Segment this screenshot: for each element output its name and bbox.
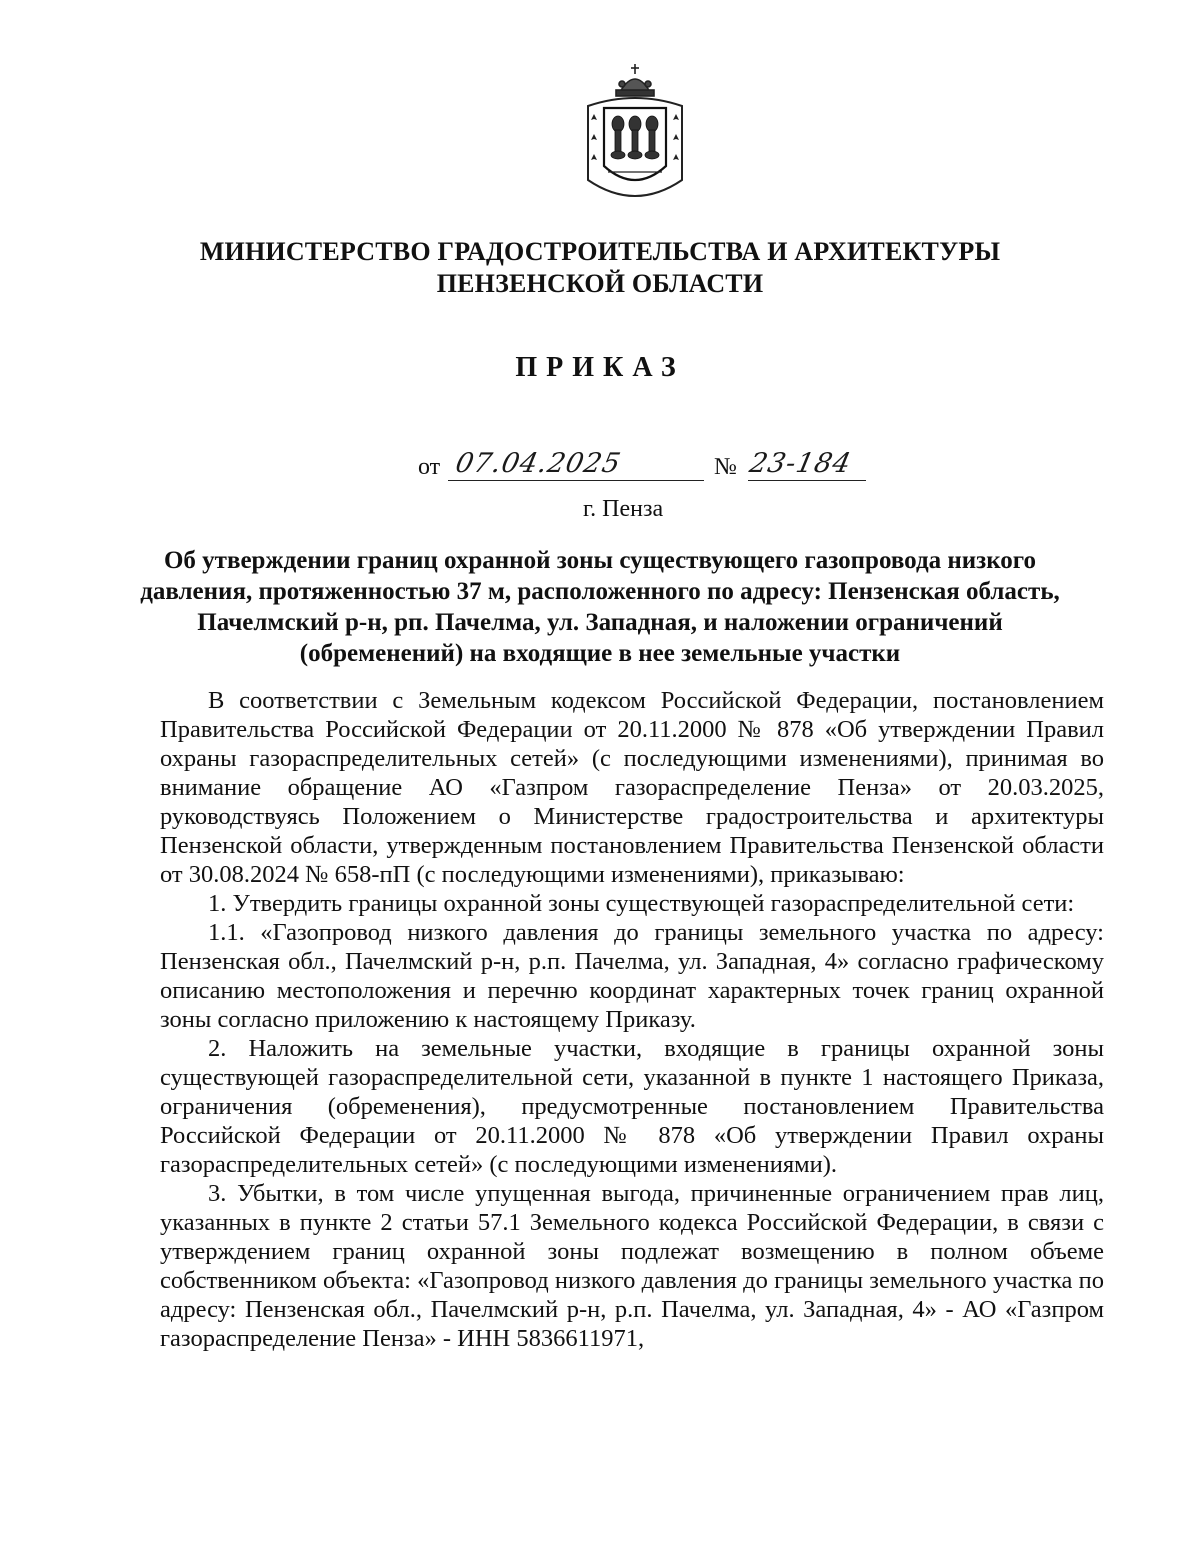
document-body	[160, 686, 1104, 1353]
paragraph-item-3: 3. Убытки, в том числе упущенная выгода, причиненные ограничением прав лиц, указанных в пункте 2 статьи 57.1 Земельного кодекса Российской Федерации, в связи с утверждением границ охранной зоны подлежат возмещению в полном объеме собственником объекта: «Газопровод низкого давления до границы земельного участка по адресу: Пензенская обл., Пачелмский р-н, р.п. Пачелма, ул. Западная, 4» - АО «Газпром газораспределение Пенза» - ИНН 5836611971,	[160, 1180, 1104, 1352]
paragraph-preamble: В соответствии с Земельным кодексом Российской Федерации, постановлением Правительства Российской Федерации от 20.11.2000 № 878 «Об утверждении Правил охраны газораспределительных сетей» (с последующими изменениями), принимая во внимание обращение АО «Газпром газораспределение Пенза» от 20.03.2025, руководствуясь Положением о Министерстве градостроительства и архитектуры Пензенской области, утвержденным постановлением Правительства Пензенской области от 30.08.2024 № 658-пП (с последующими изменениями), приказываю:	[160, 687, 1104, 888]
ministry-name-line2: ПЕНЗЕНСКОЙ ОБЛАСТИ	[436, 269, 764, 298]
number-label: №	[714, 454, 737, 480]
document-title: Об утверждении границ охранной зоны существующего газопровода низкого давления, протяженностью 37 м, расположенного по адресу: Пензенская область, Пачелмский р-н, рп. Пачелма, ул. Западная, и наложении ограничений (обременений) на входящие в нее земельные участки	[140, 547, 1060, 667]
date-field	[448, 446, 704, 481]
city: г. Пенза	[583, 496, 664, 522]
paragraph-item-2: 2. Наложить на земельные участки, входящие в границы охранной зоны существующей газораспределительной сети, указанной в пункте 1 настоящего Приказа, ограничения (обременения), предусмотренные постановлением Правительства Российской Федерации от 20.11.2000 № 878 «Об утверждении Правил охраны газораспределительных сетей» (с последующими изменениями).	[160, 1035, 1104, 1178]
paragraph-item-1: 1. Утвердить границы охранной зоны существующей газораспределительной сети:	[208, 890, 1075, 917]
penza-coat-of-arms-icon	[580, 62, 690, 212]
date-label: от	[418, 454, 441, 480]
number-value: 23-184	[746, 448, 855, 479]
ministry-name-line1: МИНИСТЕРСТВО ГРАДОСТРОИТЕЛЬСТВА И АРХИТЕКТУРЫ	[199, 237, 1001, 266]
date-number-line	[418, 446, 878, 486]
document-type-heading: ПРИКАЗ	[515, 352, 685, 383]
date-value: 07.04.2025	[452, 448, 624, 479]
number-field	[748, 446, 866, 481]
paragraph-item-1-1: 1.1. «Газопровод низкого давления до границы земельного участка по адресу: Пензенская обл., Пачелмский р-н, р.п. Пачелма, ул. Западная, 4» согласно графическому описанию местоположения и перечню координат характерных точек границ охранной зоны согласно приложению к настоящему Приказу.	[160, 919, 1104, 1033]
